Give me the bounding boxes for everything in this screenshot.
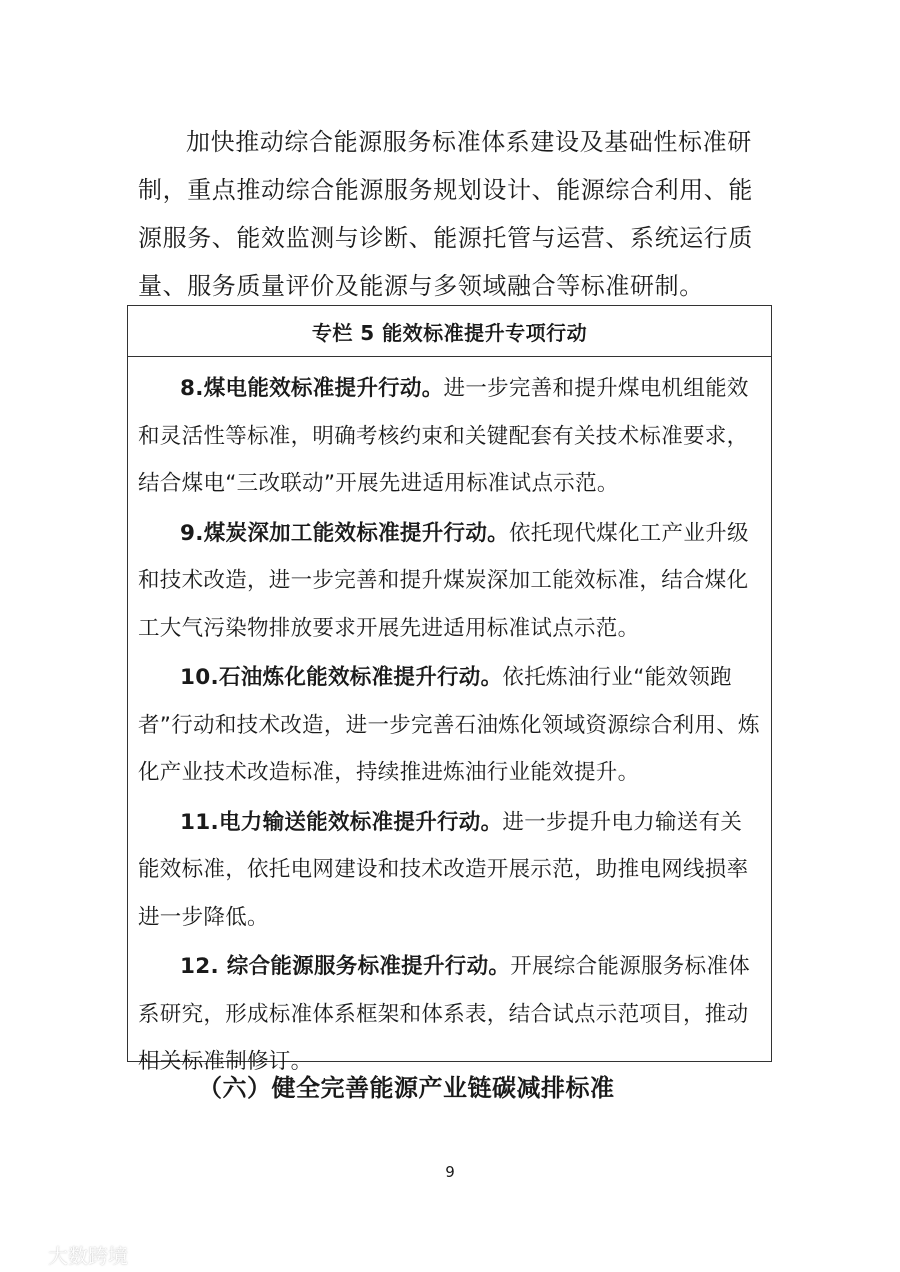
item-heading: 12. 综合能源服务标准提升行动。: [180, 954, 511, 979]
item-body: 进一步提升电力输送有关能效标准，依托电网建设和技术改造开展示范，助推电网线损率进一步降低。: [138, 809, 749, 930]
item-heading: 11.电力输送能效标准提升行动。: [180, 809, 503, 835]
item-body: 开展综合能源服务标准体系研究，形成标准体系框架和体系表，结合试点示范项目，推动相关标准制修订。: [138, 954, 750, 1074]
special-column-box: [127, 305, 772, 1074]
item-heading: 9.煤炭深加工能效标准提升行动。: [180, 520, 509, 546]
box-item: [138, 654, 761, 797]
box-item: [138, 799, 761, 942]
section-heading: （六）健全完善能源产业链碳减排标准: [198, 1074, 615, 1102]
item-body: 进一步完善和提升煤电机组能效和灵活性等标准，明确考核约束和关键配套有关技术标准要求，结合煤电“三改联动”开展先进适用标准试点示范。: [138, 376, 749, 496]
box-title: 专栏 5 能效标准提升专项行动: [128, 306, 771, 357]
box-item: [138, 365, 761, 508]
page-number: 9: [445, 1163, 455, 1181]
watermark: [8, 1240, 128, 1269]
item-heading: 10.石油炼化能效标准提升行动。: [180, 665, 503, 690]
item-body: 依托现代煤化工产业升级和技术改造，进一步完善和提升煤炭深加工能效标准，结合煤化工大气污染物排放要求开展先进适用标准试点示范。: [138, 520, 749, 641]
box-item: [138, 510, 761, 653]
item-body: 依托炼油行业“能效领跑者”行动和技术改造，进一步完善石油炼化领域资源综合利用、炼化产业技术改造标准，持续推进炼油行业能效提升。: [138, 665, 760, 785]
intro-paragraph: 加快推动综合能源服务标准体系建设及基础性标准研制，重点推动综合能源服务规划设计、能源综合利用、能源服务、能效监测与诊断、能源托管与运营、系统运行质量、服务质量评价及能源与多领域融合等标准研制。: [138, 128, 753, 300]
watermark-text: 大数跨境: [48, 1244, 128, 1268]
box-items: [128, 357, 771, 1086]
box-item: [138, 943, 761, 1086]
item-heading: 8.煤电能效标准提升行动。: [180, 376, 444, 401]
watermark-logo-icon: [8, 1243, 42, 1267]
